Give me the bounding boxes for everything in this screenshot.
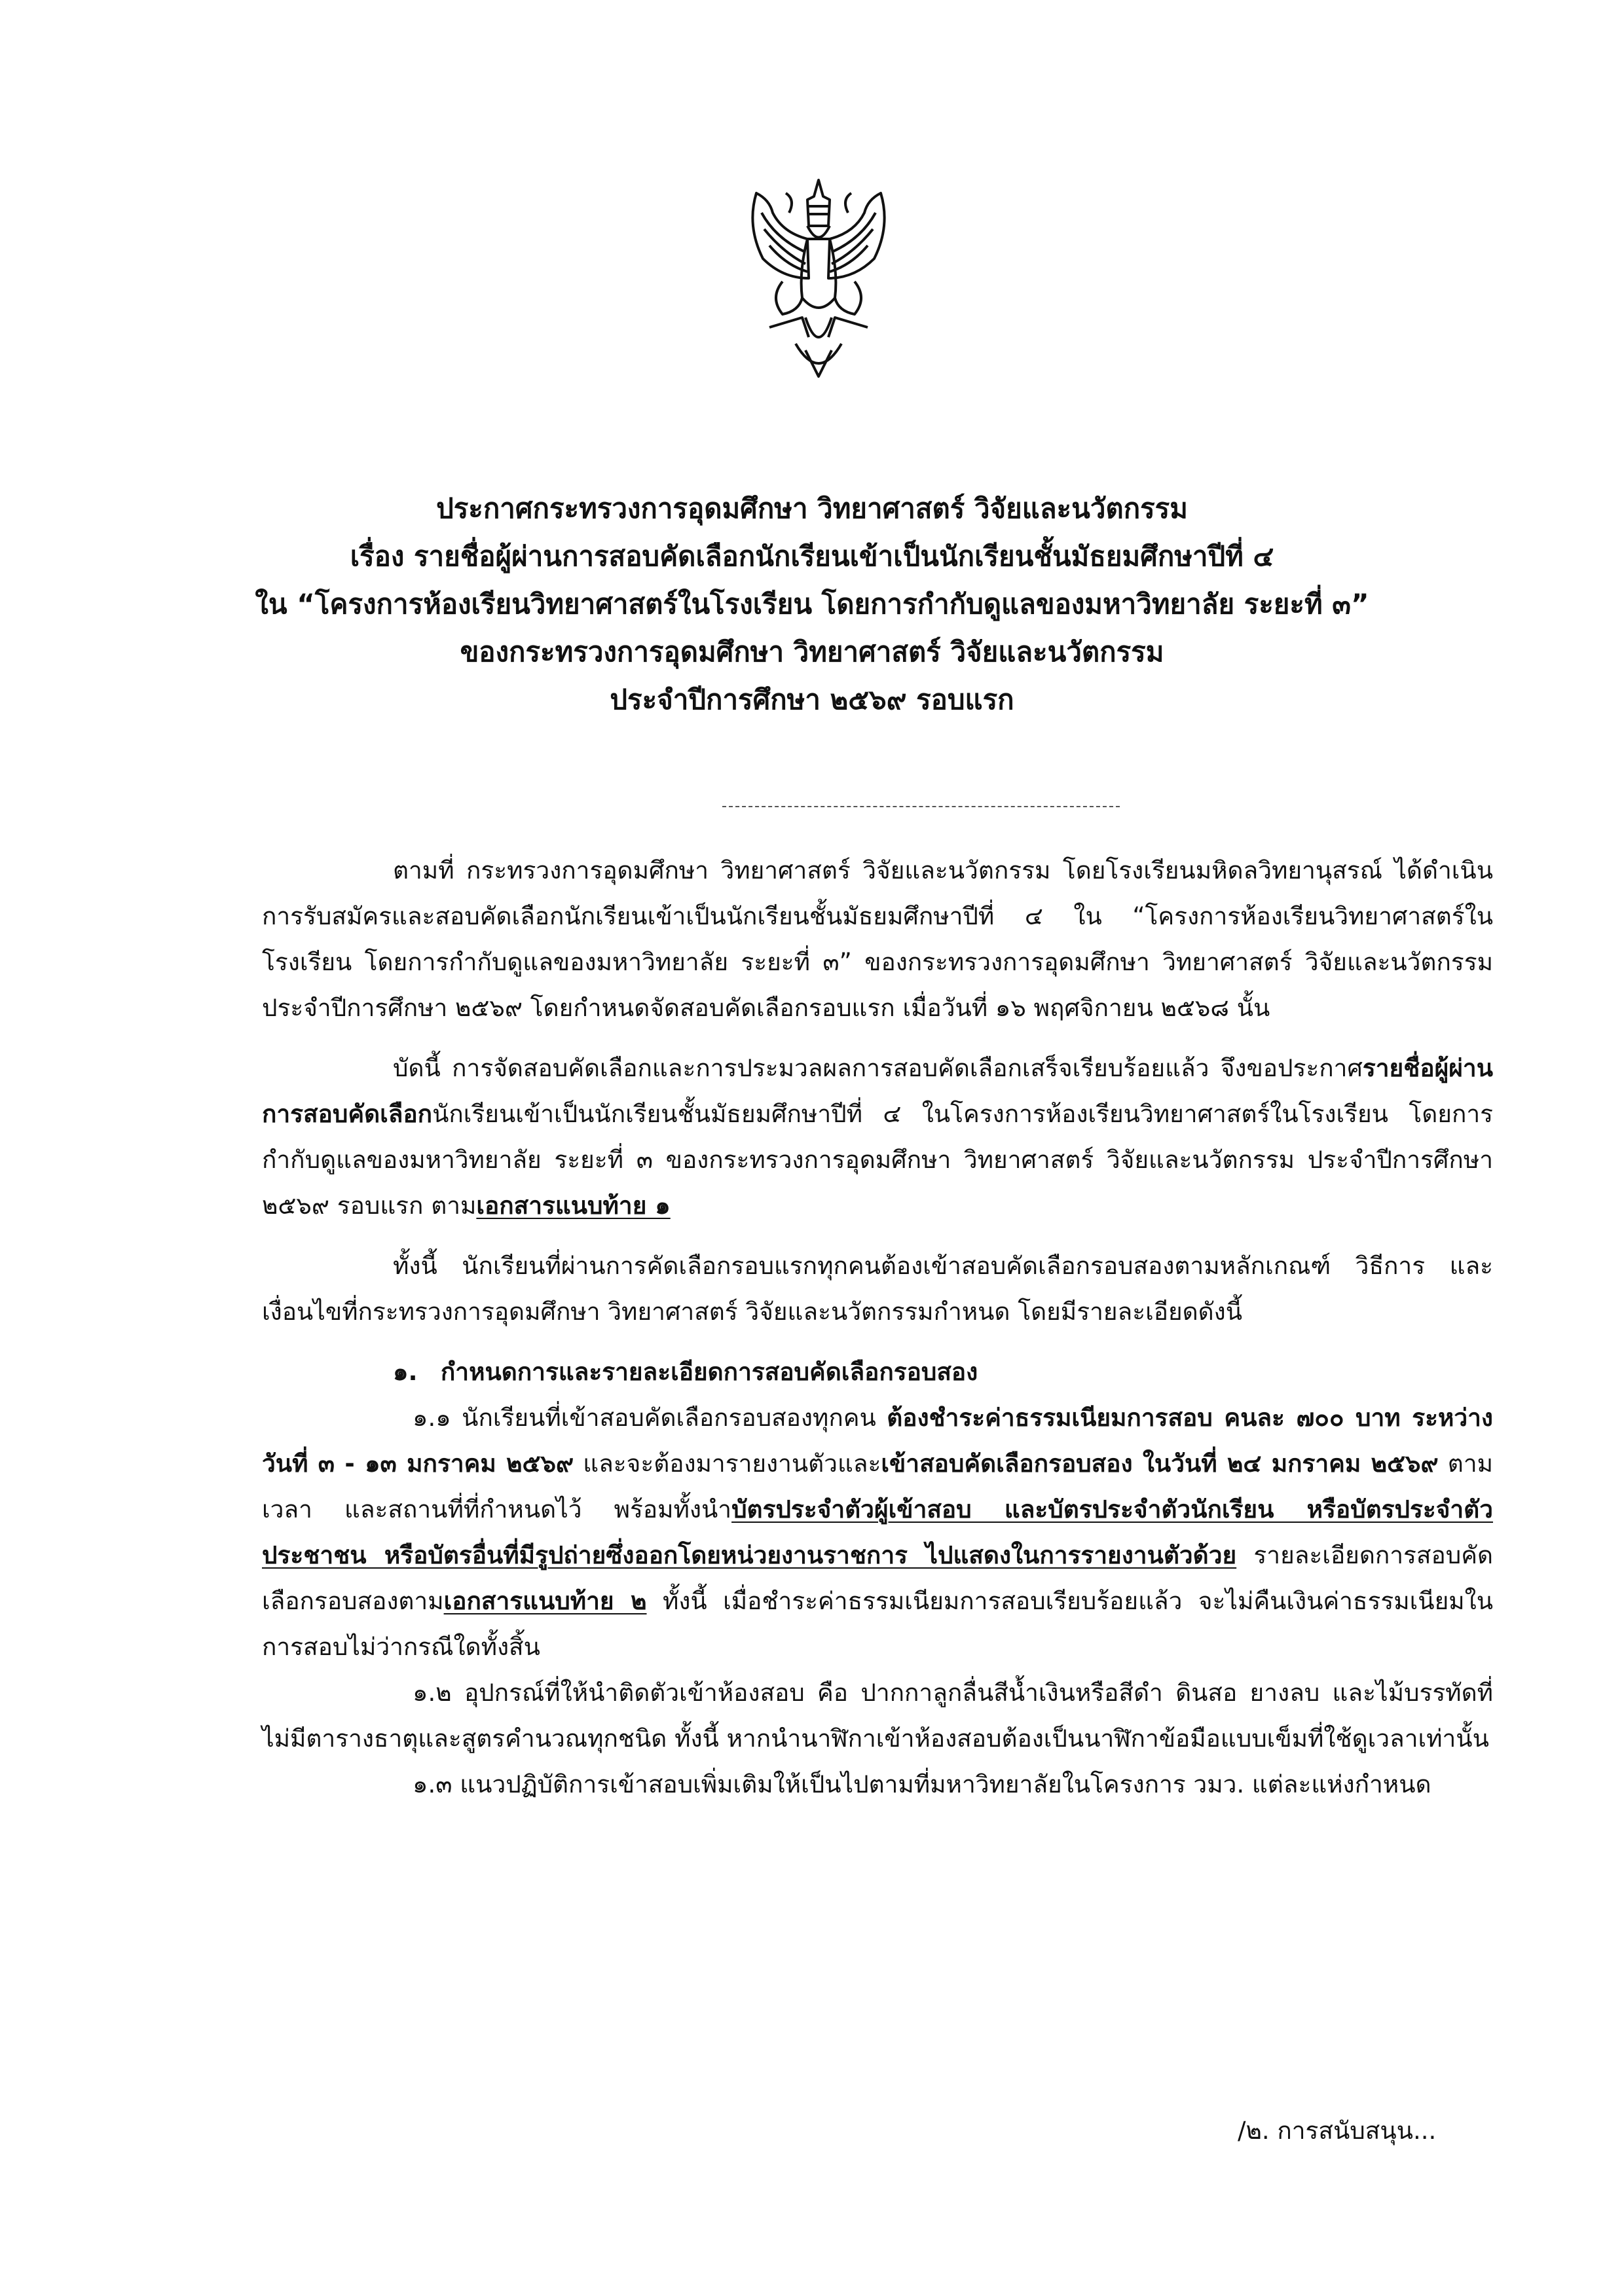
item-1-2: ๑.๒ อุปกรณ์ที่ให้นำติดตัวเข้าห้องสอบ คือ ปากกาลูกลื่นสีน้ำเงินหรือสีดำ ดินสอ ยางลบ และไม้บรรทัดที่ไม่มีตารางธาตุและสูตรคำนวณทุกชนิด ทั้งนี้ หากนำนาฬิกาเข้าห้องสอบต้องเป็นนาฬิกาข้อมือแบบเข็มที่ใช้ดูเวลาเท่านั้น [262,1679,1493,1753]
title-divider [722,806,1120,807]
paragraph-background: ตามที่ กระทรวงการอุดมศึกษา วิทยาศาสตร์ วิจัยและนวัตกรรม โดยโรงเรียนมหิดลวิทยานุสรณ์ ได้ดำเนินการรับสมัครและสอบคัดเลือกนักเรียนเข้าเป็นนักเรียนชั้นมัธยมศึกษาปีที่ ๔ ใน “โครงการห้องเรียนวิทยาศาสตร์ในโรงเรียน โดยการกำกับดูแลของมหาวิทยาลัย ระยะที่ ๓” ของกระทรวงการอุดมศึกษา วิทยาศาสตร์ วิจัยและนวัตกรรม ประจำปีการศึกษา ๒๕๖๙ โดยกำหนดจัดสอบคัดเลือกรอบแรก เมื่อวันที่ ๑๖ พฤศจิกายน ๒๕๖๘ นั้น [262,856,1493,1022]
title-line-5: ประจำปีการศึกษา ๒๕๖๙ รอบแรก [610,683,1014,716]
item-1-1 [262,1395,1493,1670]
garuda-emblem-icon [743,167,894,383]
p2-bold-passed-list: รายชื่อผู้ผ่านการสอบคัดเลือก [262,1054,1493,1128]
section-1-title: กำหนดการและรายละเอียดการสอบคัดเลือกรอบสอง [440,1358,978,1386]
title-line-1: ประกาศกระทรวงการอุดมศึกษา วิทยาศาสตร์ วิจัยและนวัตกรรม [436,492,1188,524]
p2-text-c: นักเรียนเข้าเป็นนักเรียนชั้นมัธยมศึกษาปีที่ ๔ ในโครงการห้องเรียนวิทยาศาสตร์ในโรงเรียน โดยการกำกับดูแลของมหาวิทยาลัย ระยะที่ ๓ ของกระทรวงการอุดมศึกษา วิทยาศาสตร์ วิจัยและนวัตกรรม ประจำปีการศึกษา ๒๕๖๙ รอบแรก ตาม [262,1100,1493,1220]
item-1-1-fee-bold: ต้องชำระค่าธรรมเนียมการสอบ คนละ ๗๐๐ บาท ระหว่างวันที่ ๓ - ๑๓ มกราคม ๒๕๖๙ [262,1404,1493,1478]
title-line-subject: เรื่อง รายชื่อผู้ผ่านการสอบคัดเลือกนักเรียนเข้าเป็นนักเรียนชั้นมัธยมศึกษาปีที่ ๔ [350,540,1274,572]
attachment-1-link[interactable]: เอกสารแนบท้าย ๑ [476,1192,671,1220]
title-line-4: ของกระทรวงการอุดมศึกษา วิทยาศาสตร์ วิจัยและนวัตกรรม [460,636,1164,668]
paragraph-announcement [262,1046,1493,1229]
title-line-3: ใน “โครงการห้องเรียนวิทยาศาสตร์ในโรงเรียน โดยการกำกับดูแลของมหาวิทยาลัย ระยะที่ ๓” [255,588,1369,620]
item-1-1-text-g: รายละเอียดการสอบคัดเลือกรอบสองตาม [262,1541,1493,1615]
section-1-number: ๑. [393,1358,418,1386]
document-body [262,848,1493,1808]
item-1-3: ๑.๓ แนวปฏิบัติการเข้าสอบเพิ่มเติมให้เป็นไปตามที่มหาวิทยาลัยในโครงการ วมว. แต่ละแห่งกำหนด [413,1770,1431,1798]
section-1-heading [262,1349,1493,1395]
item-1-1-text-e: ตามเวลา และสถานที่ที่กำหนดไว้ พร้อมทั้งนำ [262,1449,1494,1523]
item-1-1-id-requirement: บัตรประจำตัวผู้เข้าสอบ และบัตรประจำตัวนักเรียน หรือบัตรประจำตัวประชาชน หรือบัตรอื่นที่มีรูปถ่ายซึ่งออกโดยหน่วยงานราชการ ไปแสดงในการรายงานตัวด้วย [262,1495,1493,1569]
item-1-1-text-i: ทั้งนี้ เมื่อชำระค่าธรรมเนียมการสอบเรียบร้อยแล้ว จะไม่คืนเงินค่าธรรมเนียมในการสอบไม่ว่ากรณีใดทั้งสิ้น [262,1587,1494,1661]
item-1-1-text-c: และจะต้องมารายงานตัวและ [574,1449,881,1478]
continuation-note: /๒. การสนับสนุน... [1238,2117,1437,2145]
attachment-2-link[interactable]: เอกสารแนบท้าย ๒ [443,1587,647,1615]
item-1-1-exam-date-bold: เข้าสอบคัดเลือกรอบสอง ในวันที่ ๒๔ มกราคม ๒๕๖๙ [881,1449,1439,1478]
paragraph-conditions: ทั้งนี้ นักเรียนที่ผ่านการคัดเลือกรอบแรกทุกคนต้องเข้าสอบคัดเลือกรอบสองตามหลักเกณฑ์ วิธีการ และเงื่อนไขที่กระทรวงการอุดมศึกษา วิทยาศาสตร์ วิจัยและนวัตกรรมกำหนด โดยมีรายละเอียดดังนี้ [262,1252,1493,1326]
announcement-title [196,484,1428,723]
p2-text-a: บัดนี้ การจัดสอบคัดเลือกและการประมวลผลการสอบคัดเลือกเสร็จเรียบร้อยแล้ว จึงขอประกาศ [393,1054,1363,1082]
item-1-1-text-a: ๑.๑ นักเรียนที่เข้าสอบคัดเลือกรอบสองทุกคน [413,1404,887,1432]
